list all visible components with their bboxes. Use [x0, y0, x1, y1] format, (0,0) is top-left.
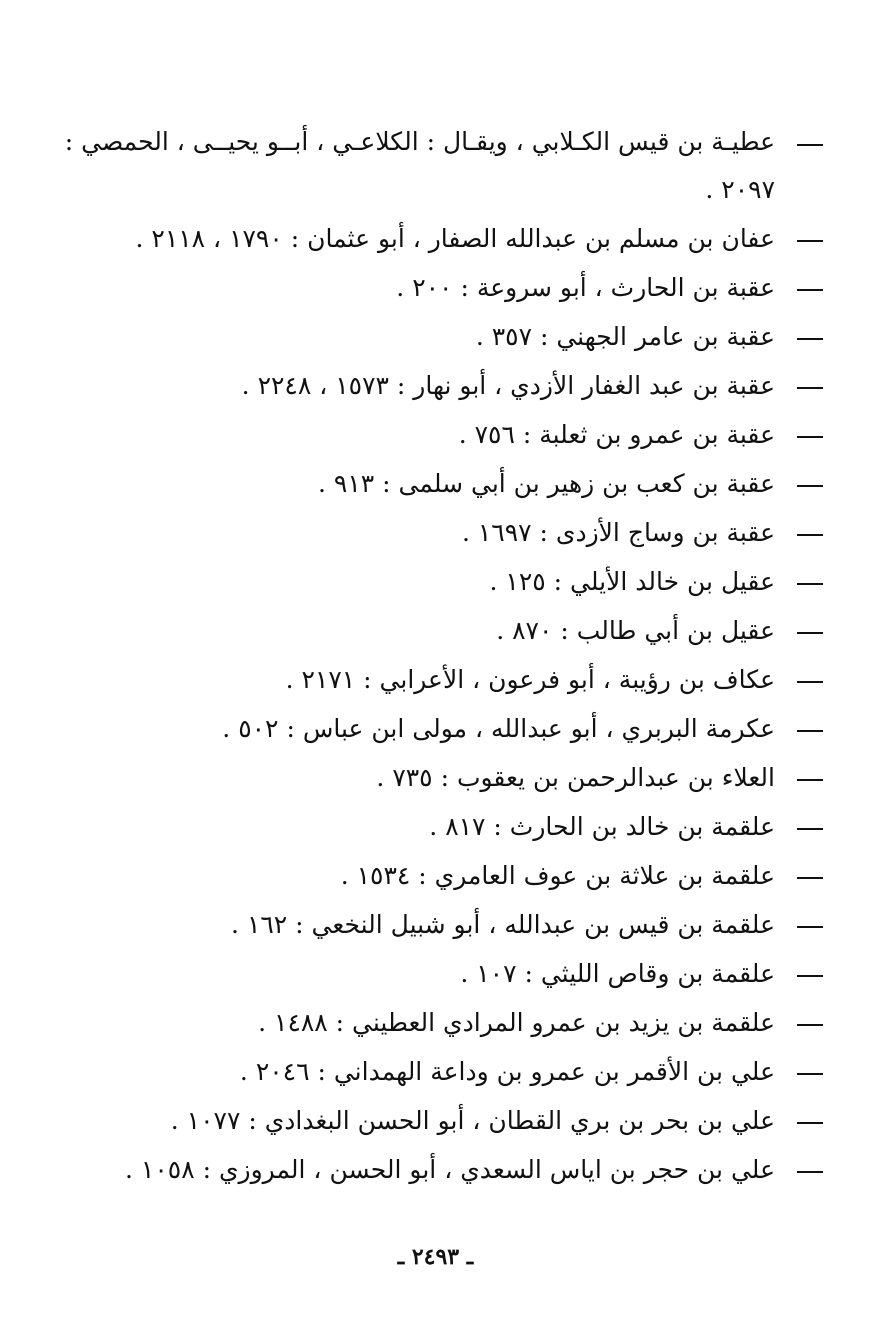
entry-text: علي بن الأقمر بن عمرو بن وداعة الهمداني : ٢٠٤٦ .: [239, 1057, 775, 1086]
entry-dash: [797, 1024, 823, 1026]
entry-text: عقبة بن الحارث ، أبو سروعة : ٢٠٠ .: [396, 273, 775, 302]
entry-text: عقيل بن خالد الأيلي : ١٢٥ .: [489, 567, 775, 596]
entry-dash: [797, 289, 823, 291]
index-entry: [53, 361, 823, 410]
entry-text: عقبة بن كعب بن زهير بن أبي سلمى : ٩١٣ .: [318, 469, 775, 498]
entry-dash: [797, 436, 823, 438]
entry-text: علقمة بن قيس بن عبدالله ، أبو شبيل النخعي : ١٦٢ .: [231, 910, 775, 939]
index-entry: [53, 704, 823, 753]
entry-text: عقبة بن عمرو بن ثعلبة : ٧٥٦ .: [458, 420, 775, 449]
entry-text: عقبة بن وساج الأزدى : ١٦٩٧ .: [461, 518, 775, 547]
entry-text: علقمة بن وقاص الليثي : ١٠٧ .: [460, 959, 775, 988]
entry-dash: [797, 338, 823, 340]
entry-text: عفان بن مسلم بن عبدالله الصفار ، أبو عثمان : ١٧٩٠ ، ٢١١٨ .: [135, 224, 775, 253]
entry-dash: [797, 534, 823, 536]
entry-text: علي بن حجر بن اياس السعدي ، أبو الحسن ، المروزي : ١٠٥٨ .: [125, 1155, 775, 1184]
entry-dash: [797, 828, 823, 830]
entry-text: عقبة بن عبد الغفار الأزدي ، أبو نهار : ١٥٧٣ ، ٢٢٤٨ .: [241, 371, 775, 400]
entry-text: علي بن بحر بن بري القطان ، أبو الحسن البغدادي : ١٠٧٧ .: [170, 1106, 775, 1135]
index-entry: [53, 998, 823, 1047]
entry-dash: [797, 877, 823, 879]
entry-dash: [797, 681, 823, 683]
entry-dash: [797, 240, 823, 242]
index-entry: [53, 410, 823, 459]
index-entry: [53, 606, 823, 655]
entry-dash: [797, 1122, 823, 1124]
entry-dash: [797, 387, 823, 389]
index-entry: [53, 557, 823, 606]
index-entry: [53, 851, 823, 900]
entry-text: العلاء بن عبدالرحمن بن يعقوب : ٧٣٥ .: [376, 763, 775, 792]
index-entry: [53, 508, 823, 557]
index-entry: [53, 949, 823, 998]
entry-text: عكرمة البربري ، أبو عبدالله ، مولى ابن عباس : ٥٠٢ .: [222, 714, 775, 743]
index-entry: [53, 1145, 823, 1194]
index-entry: [53, 214, 823, 263]
entry-dash: [797, 730, 823, 732]
entry-text: علقمة بن علاثة بن عوف العامري : ١٥٣٤ .: [340, 861, 775, 890]
index-entry: [53, 900, 823, 949]
entry-dash: [797, 1073, 823, 1075]
index-entry: [53, 753, 823, 802]
entry-text: عقيل بن أبي طالب : ٨٧٠ .: [496, 616, 775, 645]
entry-text: عكاف بن رؤيبة ، أبو فرعون ، الأعرابي : ٢١٧١ .: [285, 665, 775, 694]
entry-dash: [797, 975, 823, 977]
entry-text: عطيـة بن قيس الكـلابي ، ويقـال : الكلاعـي ، أبــو يحيــى ، الحمصي : ٢٠٩٧ .: [64, 127, 775, 204]
entry-dash: [797, 144, 823, 146]
index-entry: [53, 312, 823, 361]
index-entries: [53, 118, 823, 1194]
index-entry: [53, 1047, 823, 1096]
entry-dash: [797, 583, 823, 585]
page-number: ـ ٢٤٩٣ ـ: [397, 1244, 474, 1270]
entry-dash: [797, 632, 823, 634]
index-entry: [53, 459, 823, 508]
entry-dash: [797, 1171, 823, 1173]
index-entry: [53, 118, 823, 214]
index-entry: [53, 655, 823, 704]
entry-dash: [797, 779, 823, 781]
index-entry: [53, 263, 823, 312]
entry-dash: [797, 926, 823, 928]
index-entry: [53, 802, 823, 851]
entry-text: علقمة بن خالد بن الحارث : ٨١٧ .: [429, 812, 775, 841]
entry-text: علقمة بن يزيد بن عمرو المرادي العطيني : ١٤٨٨ .: [258, 1008, 775, 1037]
entry-text: عقبة بن عامر الجهني : ٣٥٧ .: [475, 322, 775, 351]
entry-dash: [797, 485, 823, 487]
index-entry: [53, 1096, 823, 1145]
